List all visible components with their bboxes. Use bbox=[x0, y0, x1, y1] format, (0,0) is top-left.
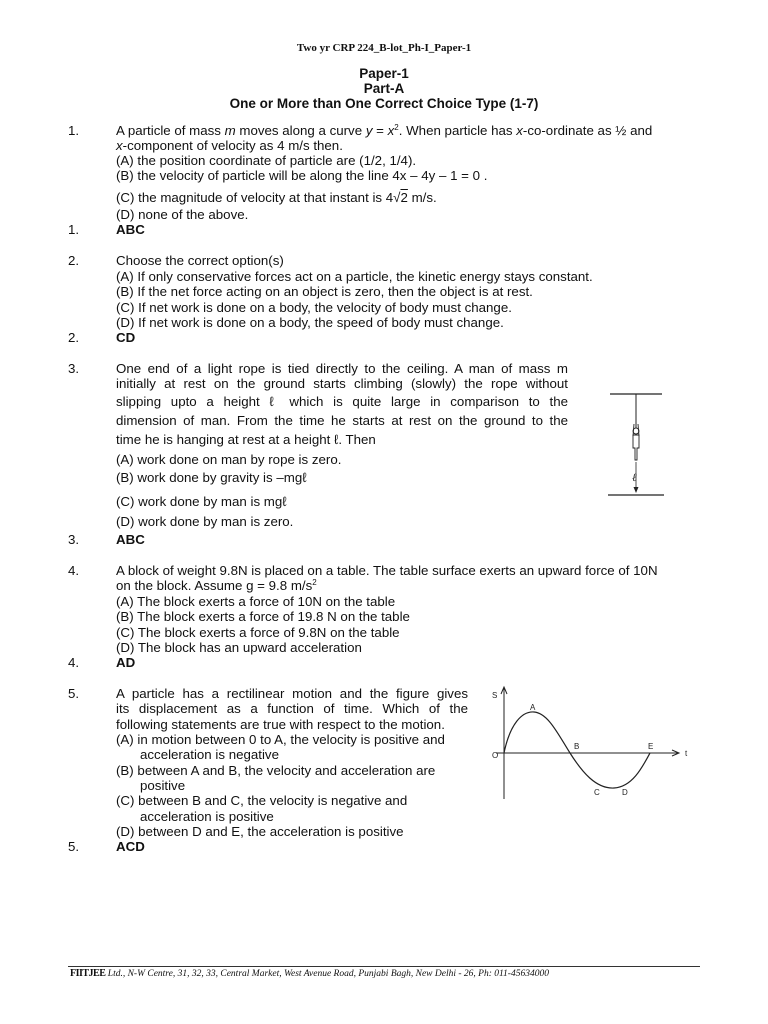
point-e-label: E bbox=[648, 742, 654, 751]
question-4-line-1: A block of weight 9.8N is placed on a table. The table surface exerts an upward force of 10N bbox=[116, 563, 658, 578]
answer-number: 3. bbox=[68, 532, 80, 547]
answer: CD bbox=[116, 330, 136, 345]
option-a: (A) in motion between 0 to A, the velocity is positive and bbox=[116, 732, 445, 747]
question-number: 1. bbox=[68, 123, 80, 138]
question-1-line-1: A particle of mass m moves along a curve $y = x^2$. When particle has x-co-ordinate as ½ and bbox=[116, 123, 653, 138]
question-1-line-2: x-component of velocity as 4 m/s then. bbox=[116, 138, 343, 153]
footer-divider bbox=[68, 966, 700, 967]
answer-number: 5. bbox=[68, 839, 80, 854]
option-b-continued: positive bbox=[140, 778, 186, 793]
question-3-line-2: initially at rest on the ground starts climbing (slowly) the rope without bbox=[116, 376, 568, 391]
option-d: (D) none of the above. bbox=[116, 207, 249, 222]
displacement-time-graph bbox=[484, 684, 700, 804]
paper-title: Paper-1 bbox=[359, 66, 409, 81]
option-c: (C) between B and C, the velocity is negative and bbox=[116, 793, 408, 808]
option-a-continued: acceleration is negative bbox=[140, 747, 279, 762]
arrow-head-icon bbox=[634, 487, 639, 493]
option-c: (C) work done by man is mgℓ bbox=[116, 494, 287, 509]
question-number: 3. bbox=[68, 361, 80, 376]
question-5-line-3: following statements are true with respect to the motion. bbox=[116, 717, 445, 732]
question-3-line-3: slipping upto a height ℓ which is quite large in comparison to the bbox=[116, 394, 568, 409]
option-b: (B) work done by gravity is –mgℓ bbox=[116, 470, 307, 485]
footer-address: Ltd., N-W Centre, 31, 32, 33, Central Market, West Avenue Road, Punjabi Bagh, New Delhi - 26, Ph: 011-45634000 bbox=[105, 969, 549, 979]
question-stem: Choose the correct option(s) bbox=[116, 253, 284, 268]
point-b-label: B bbox=[574, 742, 580, 751]
question-3-line-4: dimension of man. From the time he starts at rest on the ground to the bbox=[116, 413, 568, 428]
option-b: (B) The block exerts a force of 19.8 N on the table bbox=[116, 609, 410, 624]
option-d: (D) If net work is done on a body, the speed of body must change. bbox=[116, 315, 504, 330]
answer-number: 2. bbox=[68, 330, 80, 345]
point-a-label: A bbox=[530, 703, 536, 712]
question-3-line-5: time he is hanging at rest at a height ℓ. Then bbox=[116, 432, 376, 447]
section-title: One or More than One Correct Choice Type (1-7) bbox=[229, 96, 539, 111]
question-number: 2. bbox=[68, 253, 80, 268]
document-code-header: Two yr CRP 224_B-lot_Ph-I_Paper-1 bbox=[296, 42, 472, 54]
point-d-label: D bbox=[622, 788, 628, 797]
answer: ABC bbox=[116, 222, 145, 237]
option-a: (A) The block exerts a force of 10N on the table bbox=[116, 594, 396, 609]
question-3-line-1: One end of a light rope is tied directly to the ceiling. A man of mass m bbox=[116, 361, 568, 376]
point-c-label: C bbox=[594, 788, 600, 797]
question-5-line-1: A particle has a rectilinear motion and the figure gives bbox=[116, 686, 468, 701]
fiitjee-logo: FIITJEE bbox=[70, 968, 106, 979]
option-c: (C) If net work is done on a body, the velocity of body must change. bbox=[116, 300, 512, 315]
option-d: (D) between D and E, the acceleration is positive bbox=[116, 824, 404, 839]
sqrt-sign: √ bbox=[393, 190, 401, 205]
t-axis-label: t bbox=[685, 749, 688, 758]
option-d: (D) The block has an upward acceleration bbox=[116, 640, 362, 655]
answer-number: 4. bbox=[68, 655, 80, 670]
rope-climber-figure bbox=[604, 388, 668, 500]
option-c: (C) The block exerts a force of 9.8N on the table bbox=[116, 625, 400, 640]
option-c-continued: acceleration is positive bbox=[140, 809, 274, 824]
answer-number: 1. bbox=[68, 222, 80, 237]
part-title: Part-A bbox=[363, 81, 405, 96]
option-b: (B) the velocity of particle will be along the line 4x – 4y – 1 = 0 . bbox=[116, 168, 488, 183]
footer bbox=[70, 968, 690, 979]
height-label: ℓ bbox=[632, 472, 637, 484]
option-a: (A) If only conservative forces act on a particle, the kinetic energy stays constant. bbox=[116, 269, 593, 284]
option-b: (B) between A and B, the velocity and acceleration are bbox=[116, 763, 436, 778]
option-a: (A) the position coordinate of particle are (1/2, 1/4). bbox=[116, 153, 417, 168]
option-c: (C) the magnitude of velocity at that instant is 4√2 m/s. bbox=[116, 190, 437, 205]
question-4-line-2: on the block. Assume g = 9.8 $m/s^2$ bbox=[116, 578, 317, 593]
option-d: (D) work done by man is zero. bbox=[116, 514, 294, 529]
answer: ABC bbox=[116, 532, 145, 547]
s-axis-label: S bbox=[492, 691, 498, 700]
man-figure bbox=[633, 424, 639, 460]
origin-label: O bbox=[492, 751, 499, 760]
question-number: 4. bbox=[68, 563, 80, 578]
question-5-line-2: its displacement as a function of time. Which of the bbox=[116, 701, 468, 716]
answer: AD bbox=[116, 655, 136, 670]
question-number: 5. bbox=[68, 686, 80, 701]
option-b: (B) If the net force acting on an object is zero, then the object is at rest. bbox=[116, 284, 533, 299]
answer: ACD bbox=[116, 839, 145, 854]
option-a: (A) work done on man by rope is zero. bbox=[116, 452, 342, 467]
